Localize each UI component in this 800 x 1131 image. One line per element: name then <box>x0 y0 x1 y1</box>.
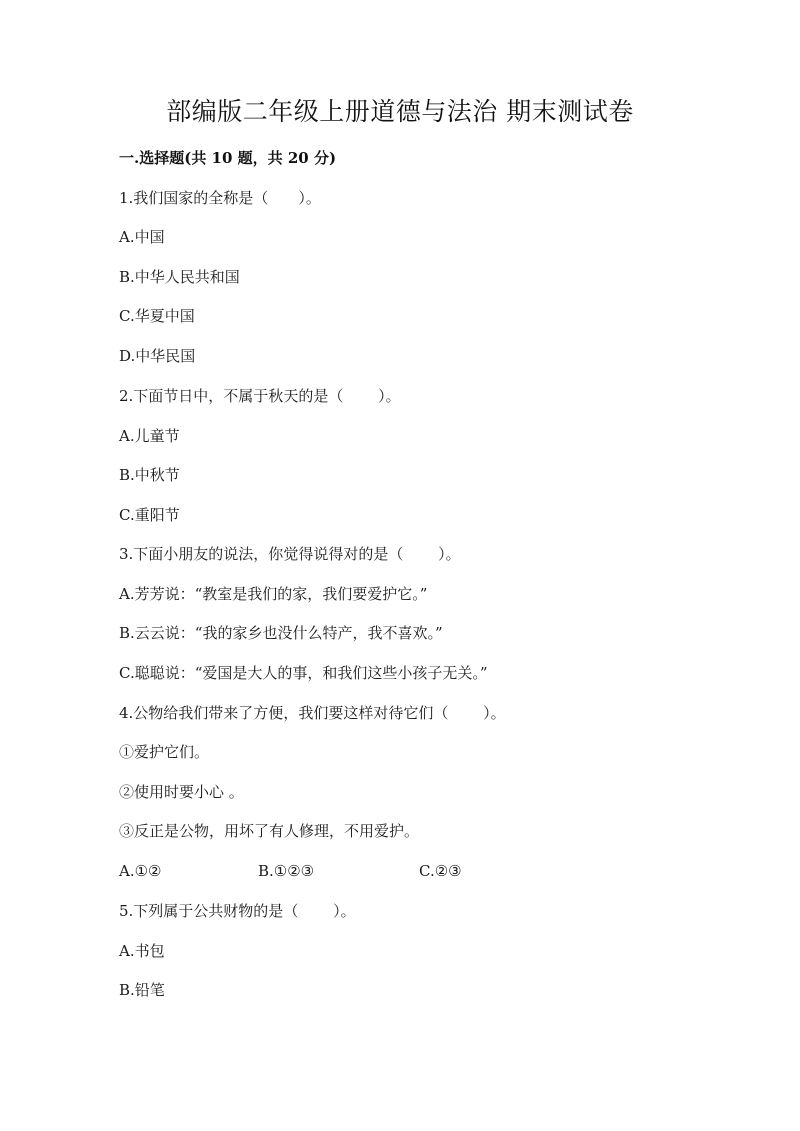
question-4-option-a: A.①② <box>119 862 162 880</box>
question-4-stem: 4.公物给我们带来了方便，我们要这样对待它们（ ）。 <box>119 704 506 722</box>
question-1-option-c: C.华夏中国 <box>119 307 195 325</box>
question-5-option-b: B.铅笔 <box>119 981 165 999</box>
question-3-option-b: B.云云说：“我的家乡也没什么特产，我不喜欢。” <box>119 624 443 642</box>
question-2-stem: 2.下面节日中，不属于秋天的是（ ）。 <box>119 387 401 405</box>
question-1-option-d: D.中华民国 <box>119 347 196 365</box>
question-5-option-a: A.书包 <box>119 942 165 960</box>
question-2-option-b: B.中秋节 <box>119 466 180 484</box>
section-heading: 一.选择题(共 10 题，共 20 分) <box>119 149 337 167</box>
question-5-stem: 5.下列属于公共财物的是（ ）。 <box>119 902 356 920</box>
question-1-stem: 1.我们国家的全称是（ ）。 <box>119 189 321 207</box>
question-4-option-b: B.①②③ <box>258 862 315 880</box>
question-4-statement-1: ①爱护它们。 <box>119 743 210 761</box>
question-3-option-c: C.聪聪说：“爱国是大人的事，和我们这些小孩子无关。” <box>119 664 488 682</box>
question-2-option-a: A.儿童节 <box>119 427 180 445</box>
question-1-option-a: A.中国 <box>119 228 165 246</box>
question-3-option-a: A.芳芳说：“教室是我们的家，我们要爱护它。” <box>119 585 428 603</box>
question-1-option-b: B.中华人民共和国 <box>119 268 240 286</box>
question-3-stem: 3.下面小朋友的说法，你觉得说得对的是（ ）。 <box>119 545 461 563</box>
question-4-statement-2: ②使用时要小心 。 <box>119 783 244 801</box>
question-4-option-c: C.②③ <box>419 862 462 880</box>
question-2-option-c: C.重阳节 <box>119 506 180 524</box>
question-4-statement-3: ③反正是公物，用坏了有人修理，不用爱护。 <box>119 822 420 840</box>
page-title: 部编版二年级上册道德与法治 期末测试卷 <box>166 97 634 126</box>
